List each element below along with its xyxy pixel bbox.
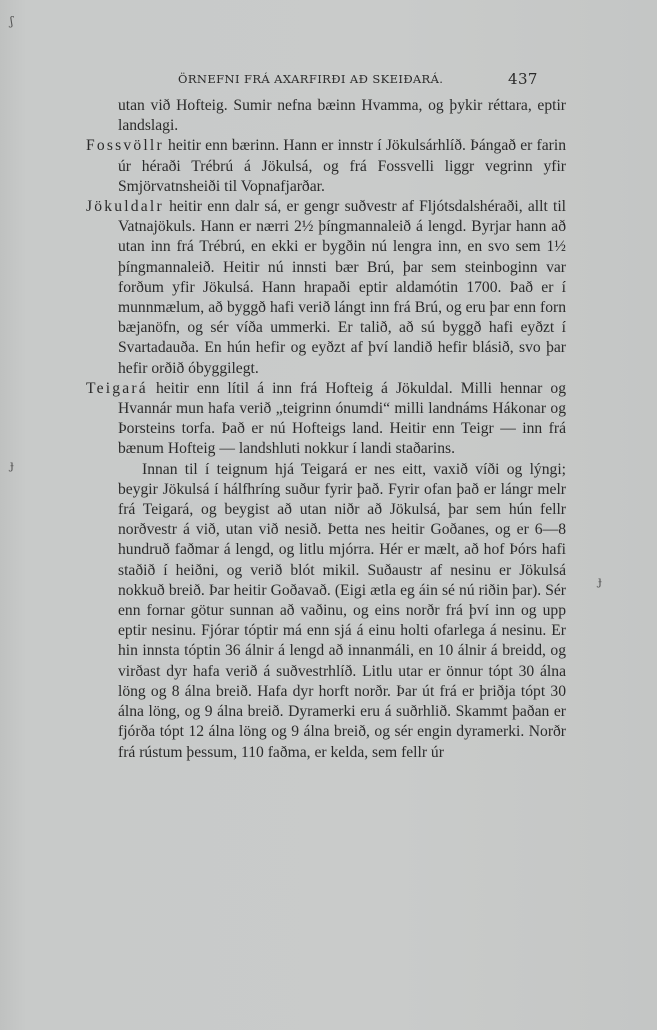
entry-teigara [86,379,566,460]
page-number: 437 [508,70,538,88]
margin-mark-right: ɟ [598,574,602,588]
entry-headword: Fossvöllr [86,137,164,155]
entry-text: heitir enn lítil á inn frá Hofteig á Jökuldal. Milli hennar og Hvannár mun hafa verið „teigrinn ónumdi“ milli landnáms Hákonar og Þorsteins torfa. Það er nú Hofteigs land. Heitir enn Teigr — inn frá bænum Hofteig — landshluti nokkur í landi staðarins. [118,379,566,458]
body-text [86,96,566,763]
margin-mark-top: ʃ [10,14,14,28]
paragraph-hofteig-continuation [86,96,566,136]
margin-mark-left: ɟ [10,458,14,472]
entry-text: heitir enn dalr sá, er gengr suðvestr af Fljótsdalshéraði, allt til Vatnajökuls. Hann er nærri 2½ þíngmannaleið á lengd. Byrjar hann að utan inn frá Trébrú, en ekki er bygðin nú lengra inn, en svo sem 1½ þíngmannaleið. Heitir nú innsti bær Brú, þar sem steinboginn var forðum yfir Jökulsá. Hann hrapaði eptir aldamótin 1700. Það er í munnmælum, að byggð hafi verið lángt inn frá Brú, og eru þar enn forn bæjanöfn, og sér víða ummerki. Er talið, að sú byggð hafi eyðzt í Svartadauða. En hún hefir og eyðzt af því landið hefir blásið, svo þar hefir orðið óbyggilegt. [118,198,566,377]
running-title: ÖRNEFNI FRÁ AXARFIRÐI AÐ SKEIÐARÁ. [178,72,444,86]
entry-headword: Teigará [86,379,148,397]
paragraph-godanes [86,460,566,763]
entry-headword: Jökuldalr [86,198,164,216]
paragraph-text: Innan til í teignum hjá Teigará er nes eitt, vaxið víði og lýngi; beygir Jökulsá í hálfhríng suður fyrir það. Fyrir ofan það er lángr melr frá Teigará, og beygist að utan niðr að Jökulsá, þar sem hún fellr norðvestr á við, utan við nesið. Þetta nes heitir Goðanes, og er 6—8 hundruð faðmar á lengd, og litlu mjórra. Hér er mælt, að hof Þórs hafi staðið í heiðni, og verið blót mikil. Suðaustr af nesinu er Jökulsá nokkuð breið. Þar heitir Goðavað. (Eigi ætla eg áin sé nú riðin þar). Sér enn fornar götur sunnan að vaðinu, og eins norðr frá því inn og upp eptir nesinu. Fjórar tóptir má enn sjá á einu holti ofarlega á nesinu. Er hin innsta tóptin 36 álnir á lengd að innanmáli, en 10 álnir á breidd, og virðast dyr hafa verið á suðvestrhlíð. Litlu utar er önnur tópt 30 álna löng og 8 álna breið. Hafa dyr horft norðr. Þar út frá er þriðja tópt 30 álna löng, og 9 álna breið. Dyramerki eru á suðrhlið. Skammt þaðan er fjórða tópt 12 álna löng og 9 álna breið, og sér engin dyramerki. Norðr frá rústum þessum, 110 faðma, er kelda, sem fellr úr [118,460,566,761]
entry-text: heitir enn bærinn. Hann er innstr í Jökulsárhlíð. Þángað er farin úr héraði Trébrú á Jökulsá, og frá Fossvelli liggr vegrinn yfir Smjörvatnsheiði til Vopnafjarðar. [118,137,566,195]
entry-fossvollr [86,136,566,197]
entry-jokuldalr [86,197,566,379]
paragraph-text: utan við Hofteig. Sumir nefna bæinn Hvamma, og þykir réttara, eptir landslagi. [118,97,566,135]
